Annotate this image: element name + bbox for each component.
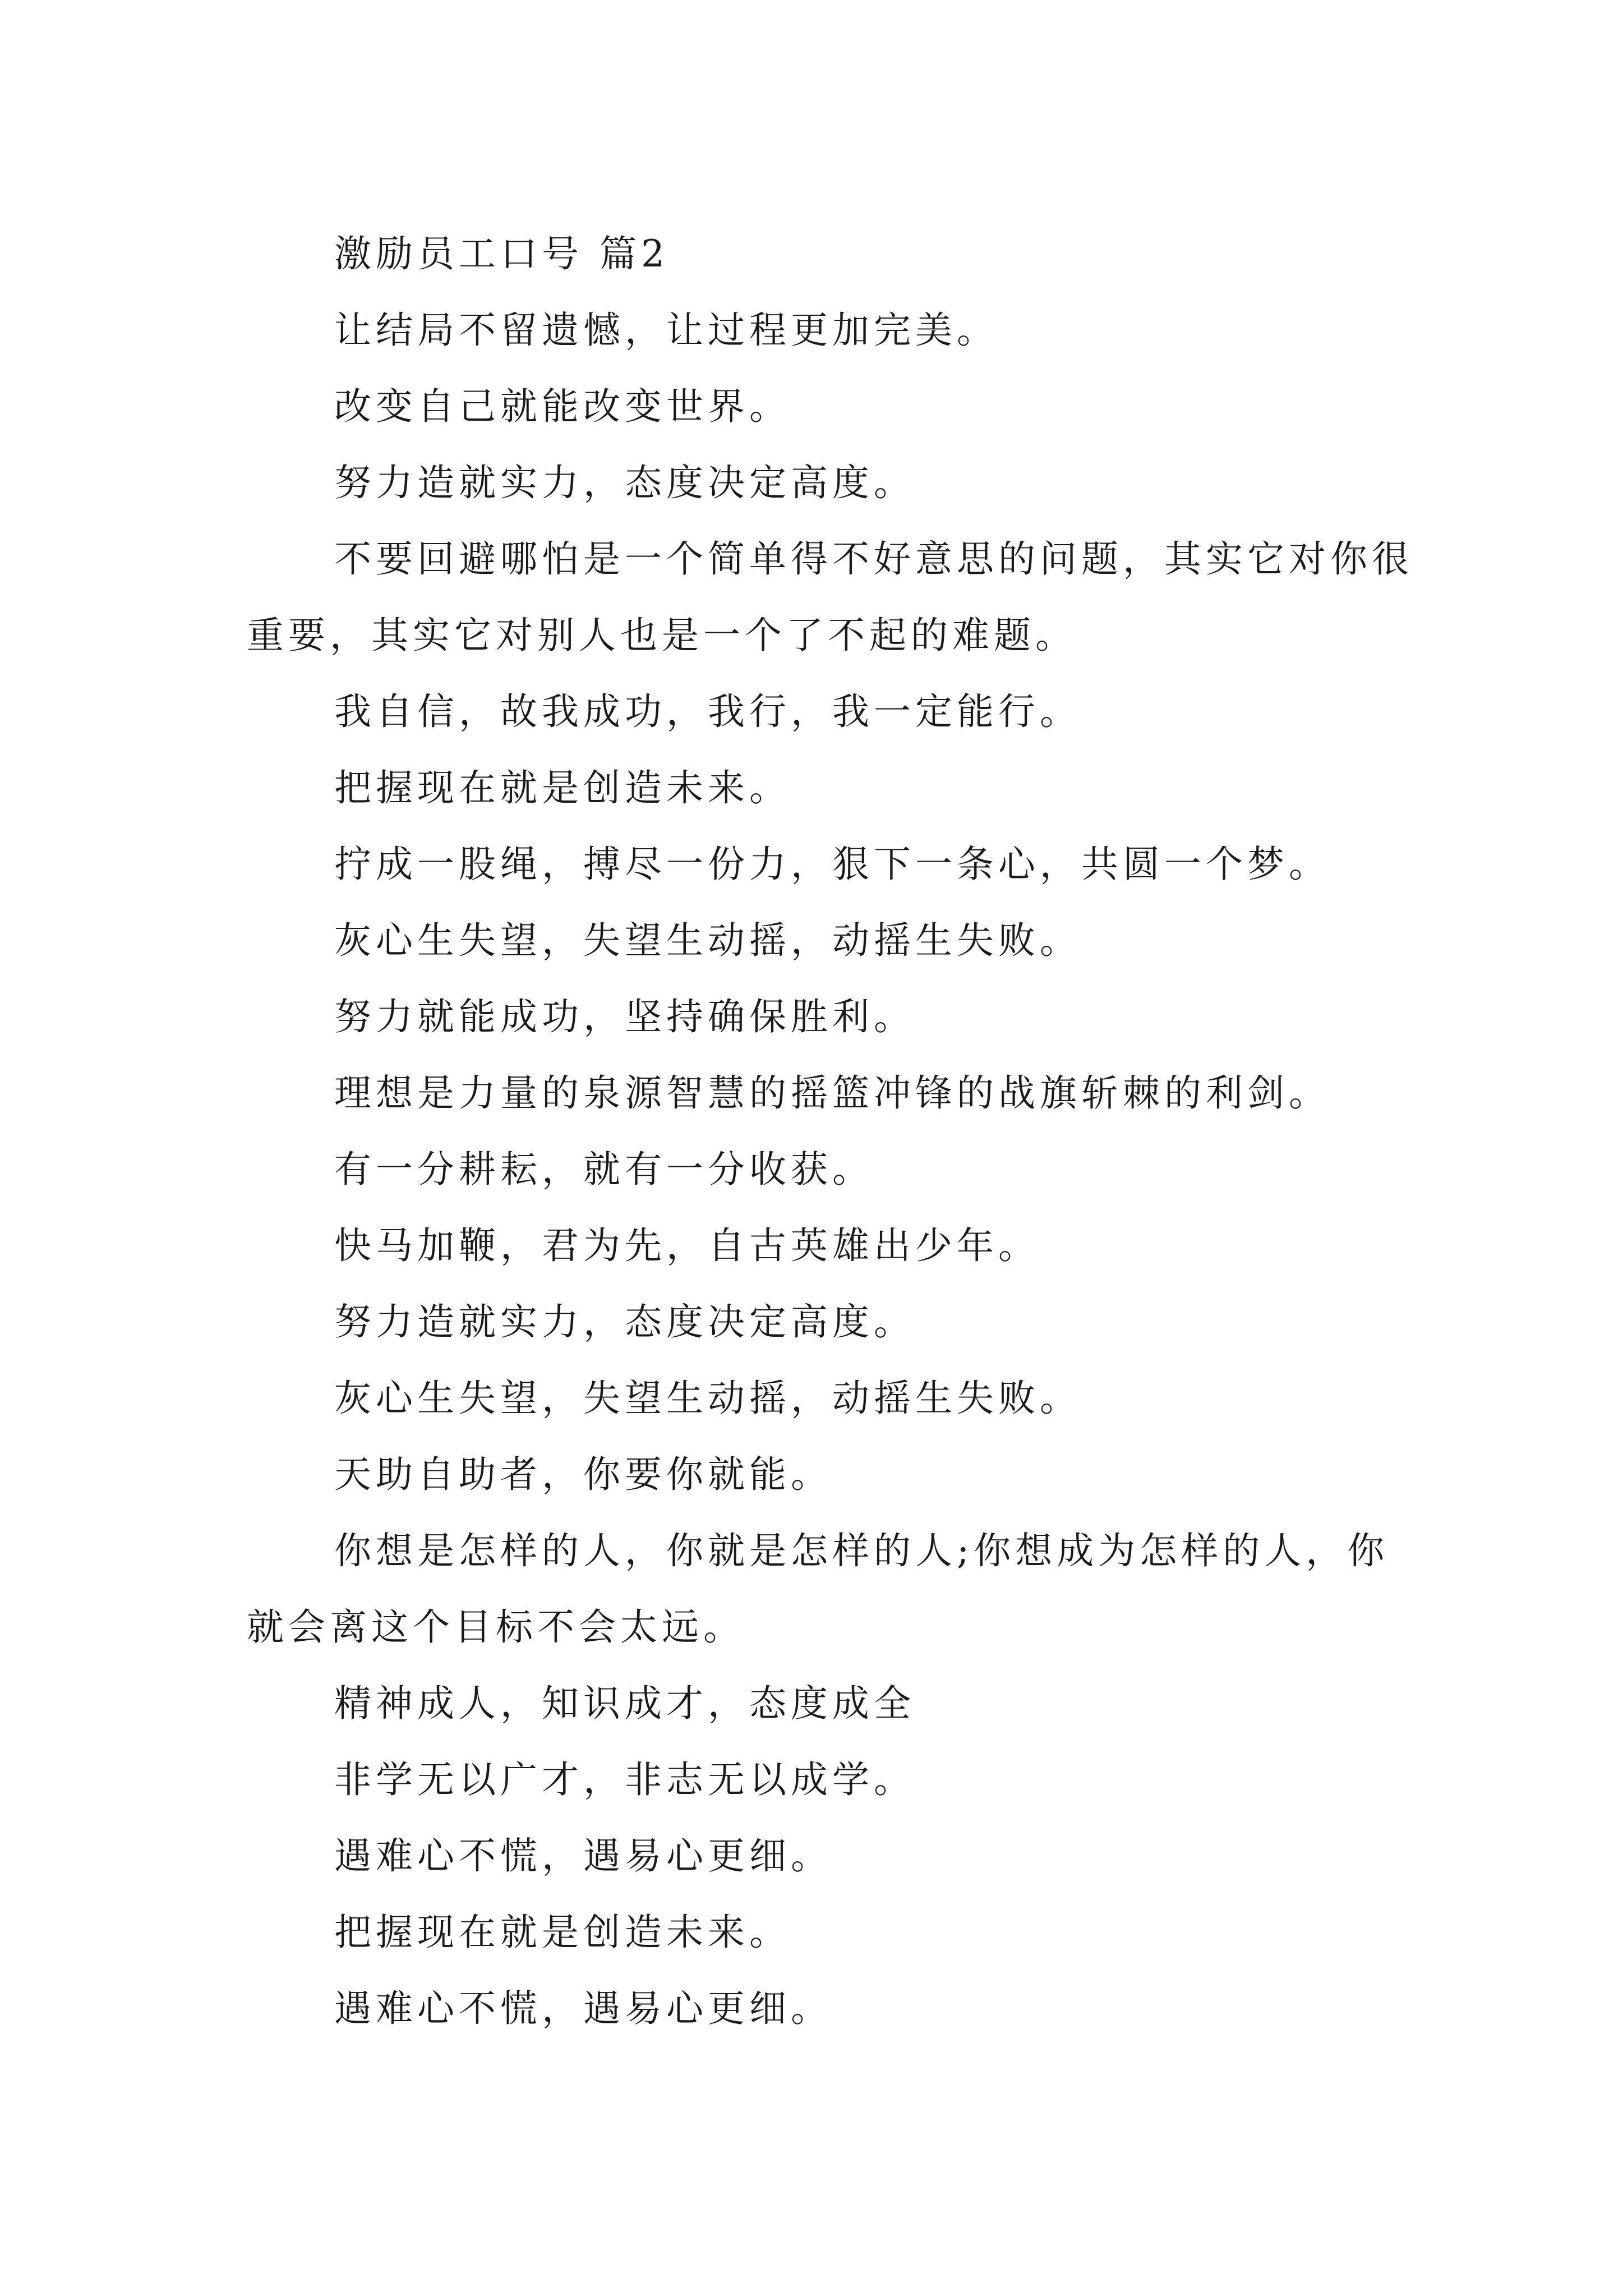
- section-heading: 激励员工口号 篇2: [334, 232, 669, 275]
- slogan-paragraph: 遇难心不慌，遇易心更细。: [334, 1834, 832, 1878]
- slogan-paragraph: 你想是怎样的人，你就是怎样的人;你想成为怎样的人，你就会离这个目标不会太远。: [247, 1529, 1389, 1649]
- slogan-paragraph: 非学无以广才，非志无以成学。: [334, 1758, 915, 1801]
- slogan-paragraph: 灰心生失望，失望生动摇，动摇生失败。: [334, 1377, 1081, 1420]
- slogan-paragraph: 有一分耕耘，就有一分收获。: [334, 1148, 874, 1191]
- slogan-paragraph: 不要回避哪怕是一个简单得不好意思的问题，其实它对你很重要，其实它对别人也是一个了不起的难题。: [247, 537, 1413, 657]
- slogan-paragraph: 努力造就实力，态度决定高度。: [334, 461, 915, 504]
- slogan-paragraph: 理想是力量的泉源智慧的摇篮冲锋的战旗斩棘的利剑。: [334, 1071, 1330, 1115]
- slogan-paragraph: 努力就能成功，坚持确保胜利。: [334, 995, 915, 1038]
- slogan-paragraph: 努力造就实力，态度决定高度。: [334, 1300, 915, 1343]
- slogan-paragraph: 把握现在就是创造未来。: [334, 766, 791, 809]
- slogan-paragraph: 把握现在就是创造未来。: [334, 1911, 791, 1954]
- slogan-paragraph: 我自信，故我成功，我行，我一定能行。: [334, 690, 1081, 733]
- slogan-paragraph: 天助自助者，你要你就能。: [334, 1453, 832, 1496]
- slogan-paragraph: 让结局不留遗憾，让过程更加完美。: [334, 309, 998, 352]
- slogan-paragraph: 拧成一股绳，搏尽一份力，狠下一条心，共圆一个梦。: [334, 843, 1330, 886]
- slogan-paragraph: 遇难心不慌，遇易心更细。: [334, 1987, 832, 2030]
- slogan-paragraph: 改变自己就能改变世界。: [334, 385, 791, 428]
- document-body: [247, 216, 1413, 2047]
- slogan-paragraph: 快马加鞭，君为先，自古英雄出少年。: [334, 1224, 1040, 1267]
- slogan-paragraph: 灰心生失望，失望生动摇，动摇生失败。: [334, 919, 1081, 962]
- slogan-paragraph: 精神成人，知识成才，态度成全: [334, 1682, 915, 1725]
